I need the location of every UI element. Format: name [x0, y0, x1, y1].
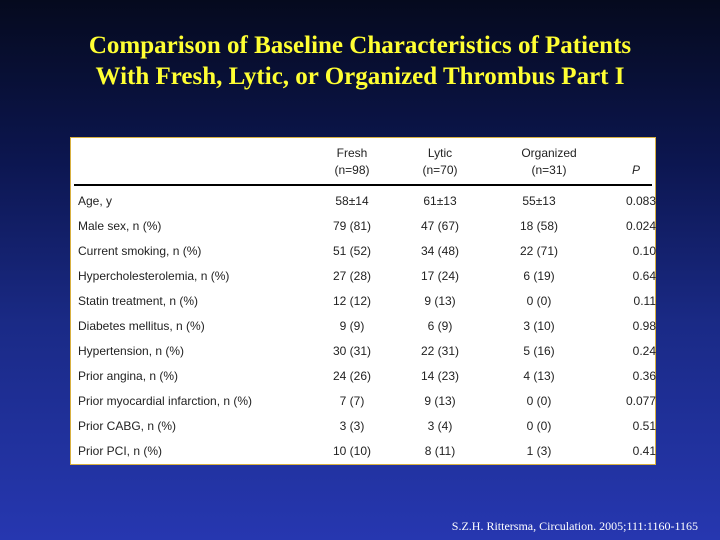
- table-row: [74, 264, 656, 289]
- cell-p-value: 0.98: [632, 319, 656, 333]
- table-row: [74, 239, 656, 264]
- cell-organized: 18 (58): [519, 219, 559, 233]
- cell-fresh: 3 (3): [339, 419, 365, 433]
- cell-fresh: 30 (31): [332, 344, 372, 358]
- cell-organized: 1 (3): [526, 444, 552, 458]
- cell-p-value: 0.077: [625, 394, 656, 408]
- cell-fresh: 7 (7): [339, 394, 365, 408]
- cell-lytic: 8 (11): [424, 444, 456, 458]
- cell-p-value: 0.11: [633, 294, 656, 308]
- header-lytic-n: (n=70): [422, 163, 458, 177]
- table-row: [74, 214, 656, 239]
- cell-lytic: 47 (67): [420, 219, 460, 233]
- header-organized-name: Organized: [521, 146, 577, 160]
- cell-fresh: 9 (9): [339, 319, 365, 333]
- header-fresh-name: Fresh: [336, 146, 368, 160]
- cell-fresh: 24 (26): [332, 369, 372, 383]
- cell-fresh: 58±14: [335, 194, 369, 208]
- cell-organized: 4 (13): [523, 369, 555, 383]
- row-label: Hypertension, n (%): [78, 344, 185, 358]
- cell-p-value: 0.41: [632, 444, 656, 458]
- cell-lytic: 14 (23): [420, 369, 460, 383]
- cell-lytic: 17 (24): [420, 269, 460, 283]
- cell-p-value: 0.10: [632, 244, 656, 258]
- slide-title-line-2: With Fresh, Lytic, or Organized Thrombus Part I: [95, 63, 625, 90]
- header-fresh: [317, 145, 387, 179]
- cell-organized: 55±13: [522, 194, 556, 208]
- table-row: [74, 189, 656, 214]
- row-label: Age, y: [78, 194, 113, 208]
- cell-p-value: 0.024: [625, 219, 656, 233]
- cell-fresh: 10 (10): [332, 444, 372, 458]
- header-lytic-name: Lytic: [427, 146, 453, 160]
- cell-p-value: 0.51: [632, 419, 656, 433]
- table-row: [74, 414, 656, 439]
- cell-p-value: 0.64: [632, 269, 656, 283]
- cell-lytic: 9 (13): [424, 294, 456, 308]
- slide-title: [0, 30, 720, 92]
- row-label: Current smoking, n (%): [78, 244, 202, 258]
- cell-p-value: 0.24: [632, 344, 656, 358]
- row-label: Prior myocardial infarction, n (%): [78, 394, 253, 408]
- table-row: [74, 364, 656, 389]
- cell-lytic: 6 (9): [427, 319, 453, 333]
- cell-organized: 0 (0): [526, 294, 552, 308]
- cell-p-value: 0.083: [625, 194, 656, 208]
- row-label: Prior CABG, n (%): [78, 419, 177, 433]
- row-label: Diabetes mellitus, n (%): [78, 319, 205, 333]
- header-organized-n: (n=31): [531, 163, 567, 177]
- header-organized: [504, 145, 594, 179]
- cell-organized: 22 (71): [519, 244, 559, 258]
- table-row: [74, 439, 656, 464]
- cell-fresh: 12 (12): [332, 294, 372, 308]
- cell-lytic: 34 (48): [420, 244, 460, 258]
- row-label: Prior angina, n (%): [78, 369, 179, 383]
- table-row: [74, 314, 656, 339]
- cell-organized: 6 (19): [523, 269, 555, 283]
- cell-organized: 0 (0): [526, 394, 552, 408]
- table-row: [74, 339, 656, 364]
- cell-lytic: 61±13: [423, 194, 457, 208]
- cell-lytic: 3 (4): [427, 419, 453, 433]
- row-label: Male sex, n (%): [78, 219, 162, 233]
- cell-p-value: 0.36: [632, 369, 656, 383]
- cell-lytic: 9 (13): [424, 394, 456, 408]
- baseline-characteristics-table: [70, 137, 656, 465]
- cell-organized: 3 (10): [523, 319, 555, 333]
- cell-organized: 5 (16): [523, 344, 555, 358]
- cell-organized: 0 (0): [526, 419, 552, 433]
- header-p-value: P: [631, 163, 640, 177]
- row-label: Statin treatment, n (%): [78, 294, 199, 308]
- row-label: Hypercholesterolemia, n (%): [78, 269, 230, 283]
- cell-fresh: 79 (81): [332, 219, 372, 233]
- slide-title-line-1: Comparison of Baseline Characteristics of Patients: [88, 32, 632, 59]
- cell-lytic: 22 (31): [420, 344, 460, 358]
- header-fresh-n: (n=98): [334, 163, 370, 177]
- table-row: [74, 389, 656, 414]
- header-lytic: [405, 145, 475, 179]
- row-label: Prior PCI, n (%): [78, 444, 163, 458]
- citation: S.Z.H. Rittersma, Circulation. 2005;111:1160-1165: [451, 519, 698, 533]
- cell-fresh: 27 (28): [332, 269, 372, 283]
- cell-fresh: 51 (52): [332, 244, 372, 258]
- table-header: [74, 141, 652, 186]
- table-row: [74, 289, 656, 314]
